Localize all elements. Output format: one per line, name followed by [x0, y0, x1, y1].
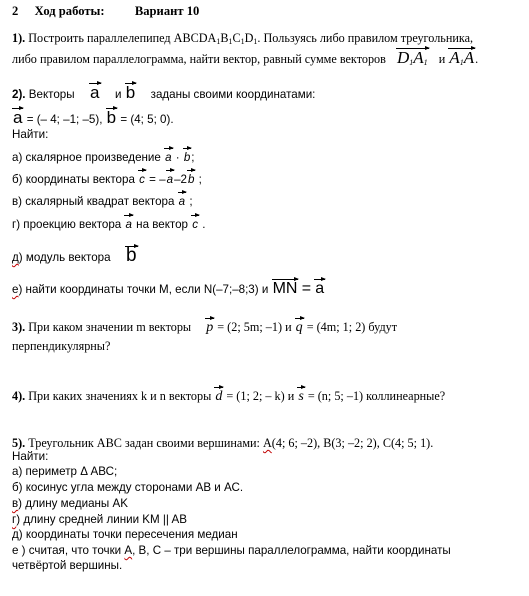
qa-vec-b: b: [183, 151, 191, 164]
task5-a-letter: А: [262, 436, 272, 450]
v1-letter: D: [396, 48, 410, 67]
qd-letter: д: [12, 251, 19, 264]
task2-intro-b: заданы своими координатами:: [150, 88, 316, 101]
qd-vec-b: b: [126, 245, 137, 266]
qb-text: б) координаты вектора: [12, 173, 135, 186]
task2-qb: [12, 173, 202, 187]
qa-vec-a: a: [165, 151, 172, 164]
v2-sub: 1: [459, 58, 464, 67]
task5-find: Найти:: [12, 450, 49, 463]
sub-1c: 1: [240, 37, 245, 46]
task5-qv: [12, 497, 128, 511]
qb-vec-a: a: [166, 173, 174, 186]
qe-letter: е: [12, 283, 19, 296]
section-number: 2: [12, 4, 19, 18]
vector-d1a1: [396, 48, 429, 70]
task4-text: При каких значениях k и n векторы: [28, 389, 212, 403]
qb-vec-c: c: [139, 173, 145, 186]
task2-qg: [12, 218, 206, 232]
qv-vec-a: a: [178, 195, 186, 208]
vector-a-icon: a: [90, 83, 100, 102]
task1-number: 1).: [12, 31, 26, 45]
vector-p: p: [206, 320, 214, 335]
task1-text-c: C: [232, 31, 241, 45]
qg-mid: на вектор: [136, 218, 188, 231]
vector-a-coord: a: [13, 108, 23, 127]
vector-q: q: [295, 320, 303, 335]
v2-letter-b: A: [463, 48, 475, 67]
task2-qe: [12, 282, 325, 297]
sub-1b: 1: [228, 37, 233, 46]
qg-tail: .: [202, 218, 206, 231]
task5-qg: [12, 513, 187, 527]
task2-line1: [12, 83, 316, 102]
task5-number: 5).: [12, 436, 26, 450]
task5-qe: [12, 544, 451, 558]
qg5-text: ) длину средней линии KM || AB: [16, 513, 187, 526]
vector-d: d: [215, 389, 223, 404]
task3-line1: [12, 320, 397, 335]
qb-mid: –2: [174, 173, 187, 186]
coords-b: = (4; 5; 0).: [120, 113, 174, 126]
task2-number: 2).: [12, 88, 26, 101]
task5-line1: [12, 436, 433, 450]
q-coords: = (4m; 1; 2) будут: [306, 320, 398, 334]
vector-b-icon: b: [125, 83, 136, 102]
task5-qa: а) периметр Δ АВС;: [12, 465, 118, 478]
task1-text-b: B: [220, 31, 229, 45]
task2-qa: а) скалярное произведение a · b;: [12, 151, 195, 164]
variant-label: Вариант 10: [134, 4, 200, 18]
task2-coords: [12, 108, 174, 127]
qa-text: а) скалярное произведение: [12, 151, 161, 164]
section-title: Ход работы:: [34, 4, 105, 18]
task4-line: [12, 389, 445, 404]
vector-b-coord: b: [106, 108, 117, 127]
task1-line1: [12, 31, 473, 49]
qv-text: в) скалярный квадрат вектора: [12, 195, 175, 208]
qv5-text: ) длину медианы AK: [18, 497, 128, 510]
task5-qe2: четвёртой вершины.: [12, 559, 123, 572]
vector-a1a: [448, 48, 475, 70]
task3-line2: перпендикулярны?: [12, 339, 111, 353]
task5-text-1: Треугольник АВС задан своими вершинами:: [28, 436, 260, 450]
task1-text-2: либо правилом параллелограмма, найти вектор, равный сумме векторов: [12, 52, 386, 66]
d-coords: = (1; 2; – k) и: [226, 389, 295, 403]
task3-number: 3).: [12, 320, 26, 334]
qg-vec-a: a: [125, 218, 132, 231]
task2-intro-a: Векторы: [28, 88, 75, 101]
qb-tail: ;: [198, 173, 202, 186]
v2-letter: A: [449, 48, 460, 67]
task1-text-d: D: [244, 31, 254, 45]
qg-letter: г: [12, 513, 17, 526]
task2-and: и: [114, 88, 122, 101]
task5-qb: б) косинус угла между сторонами АВ и АС.: [12, 481, 244, 494]
task5-qd: д) координаты точки пересечения медиан: [12, 528, 238, 541]
qd-text: ) модуль вектора: [18, 251, 111, 264]
qe-vec-a: a: [315, 280, 325, 297]
qv-letter: в: [12, 497, 19, 510]
task1-text-a: Построить параллелепипед ABCDA: [28, 31, 217, 45]
task2-qd: [12, 245, 138, 266]
qe-text: ) найти координаты точки М, если N(–7;–8;3) и: [18, 283, 269, 296]
qv-tail: ;: [189, 195, 193, 208]
qb-vec-b: b: [187, 173, 195, 186]
coords-a: = (– 4; –1; –5),: [26, 113, 103, 126]
task1-dot: .: [475, 52, 479, 66]
task2-qv: [12, 195, 193, 209]
v1-letter-b: A: [413, 48, 424, 67]
task4-number: 4).: [12, 389, 26, 403]
header-line: [12, 4, 199, 18]
sub-1a: 1: [216, 37, 221, 46]
vector-s: s: [298, 389, 304, 404]
v1-sub-b: 1: [423, 58, 428, 67]
qa-tail: ;: [191, 151, 195, 164]
p-coords: = (2; 5m; –1) и: [217, 320, 292, 334]
qe5-a: А: [124, 544, 133, 557]
vector-mn: MN: [272, 280, 298, 297]
qb-eq: = –: [149, 173, 166, 186]
sub-1d: 1: [253, 37, 258, 46]
qg-vec-c: c: [192, 218, 199, 231]
task1-line2: [12, 48, 479, 70]
task5-text-1b: (4; 6; –2), B(3; –2; 2), C(4; 5; 1).: [271, 436, 434, 450]
s-coords: = (n; 5; –1) коллинеарные?: [307, 389, 446, 403]
task2-find: Найти:: [12, 128, 49, 141]
qe-eq: =: [301, 280, 312, 297]
qe5-prefix: е ) считая, что точки: [12, 544, 122, 557]
task3-text-1: При каком значении m векторы: [28, 320, 192, 334]
qg-text: г) проекцию вектора: [12, 218, 122, 231]
v1-sub: 1: [409, 58, 414, 67]
task1-text-e: . Пользуясь либо правилом треугольника,: [257, 31, 474, 45]
qe5-mid: , B, C – три вершины параллелограмма, найти координаты: [132, 544, 451, 557]
task1-and: и: [438, 52, 446, 66]
